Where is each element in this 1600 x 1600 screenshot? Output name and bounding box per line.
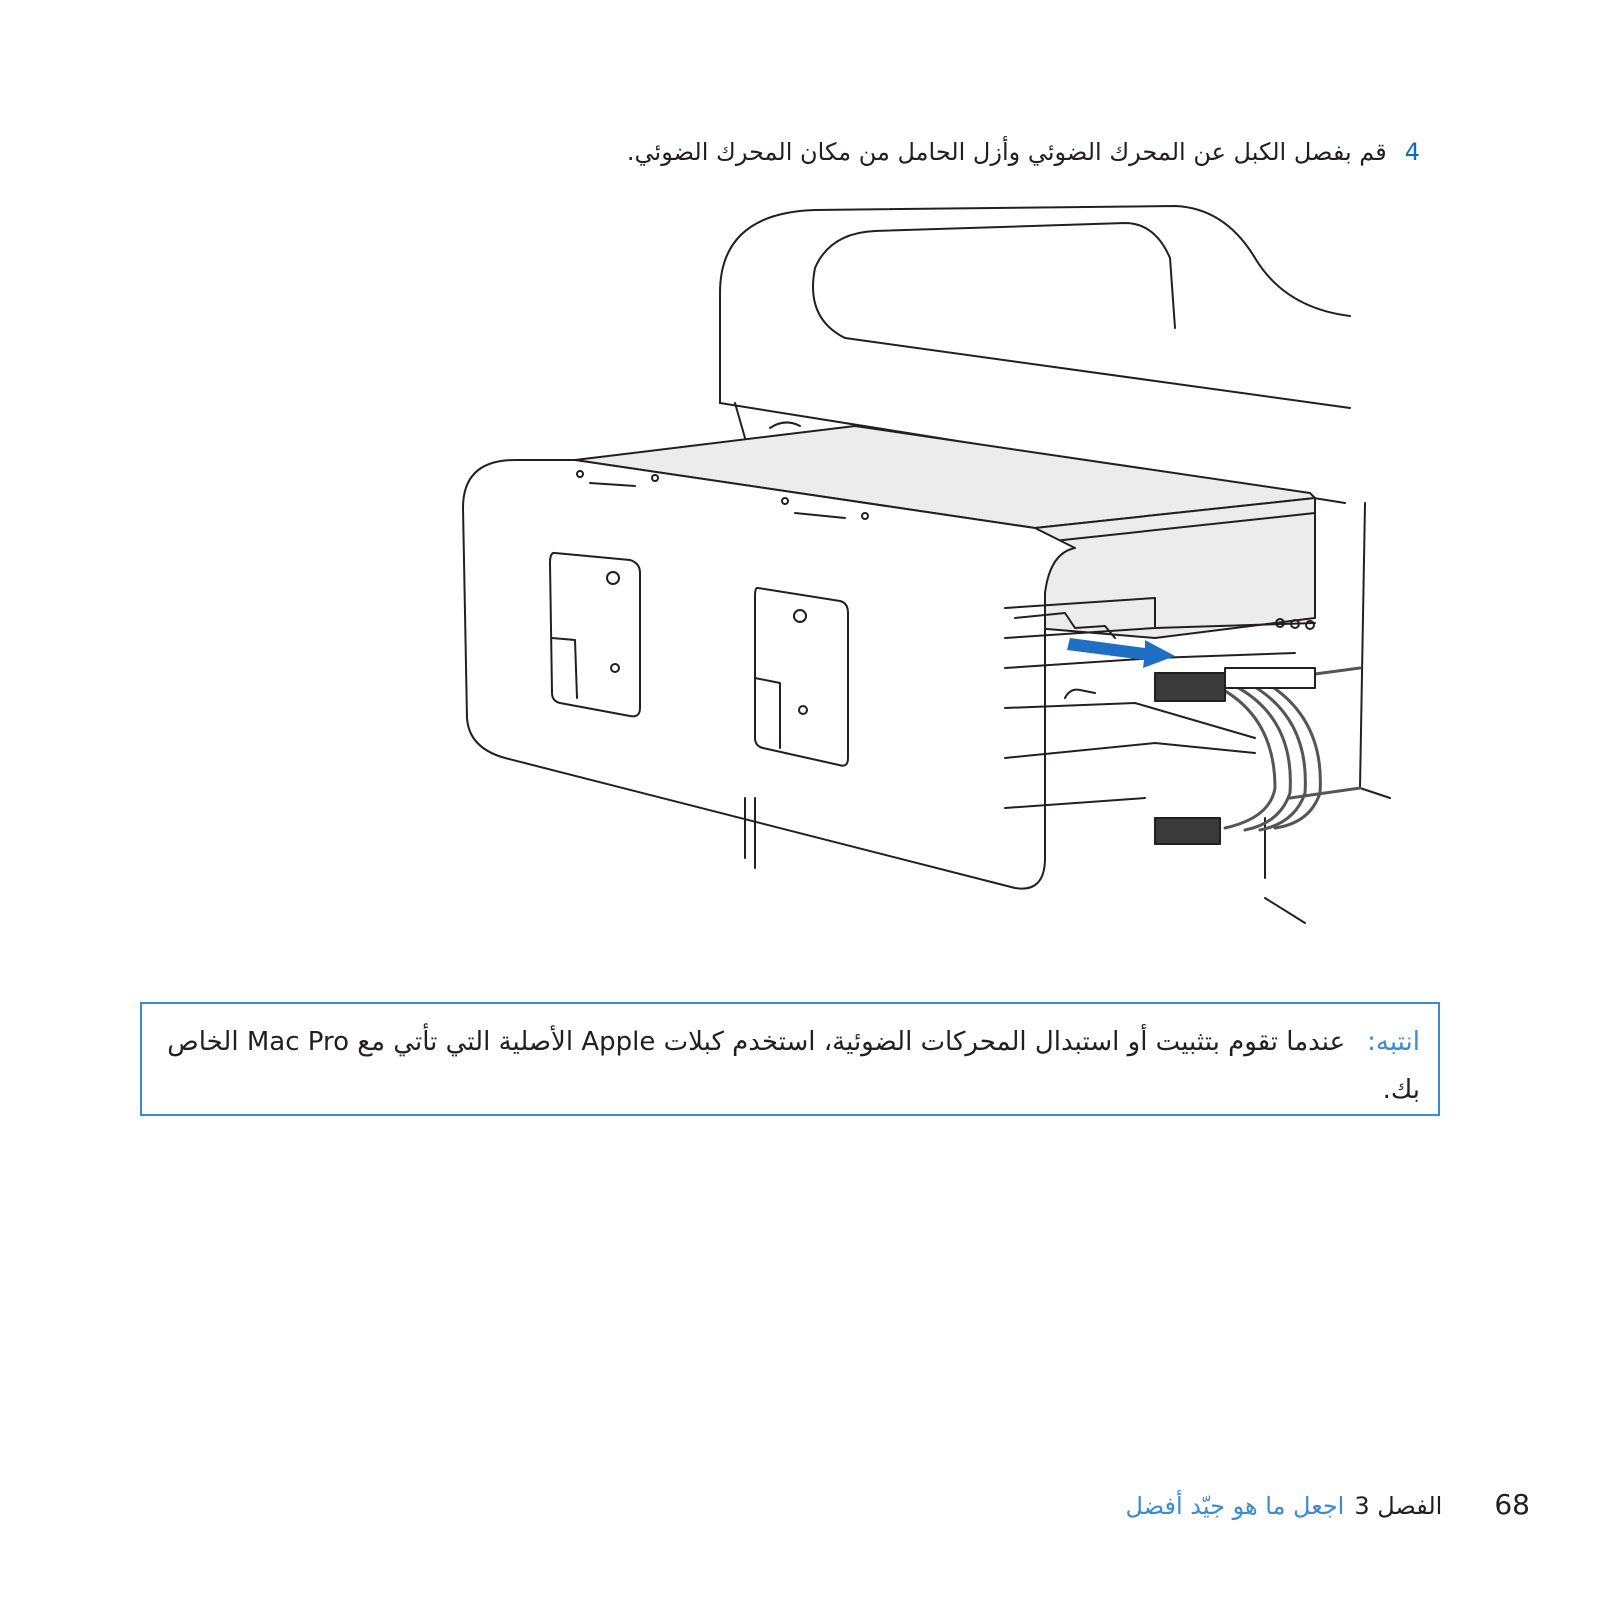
handle-rail: [845, 338, 1350, 408]
chapter-title-link[interactable]: اجعل ما هو جيّد أفضل: [1125, 1492, 1345, 1520]
note-label: انتبه:: [1367, 1027, 1420, 1057]
case-right-edge: [1360, 503, 1390, 798]
step-instruction: [520, 132, 1420, 172]
caution-note: [140, 1002, 1440, 1116]
illustration-svg: [455, 198, 1400, 958]
step-number: 4: [1404, 138, 1420, 166]
cable-connector-bottom: [1155, 818, 1220, 844]
chapter-label: الفصل 3: [1354, 1492, 1443, 1520]
note-text: عندما تقوم بتثبيت أو استبدال المحركات الضوئية، استخدم كبلات Apple الأصلية التي تأتي مع Mac Pro الخاص بك.: [167, 1027, 1420, 1105]
step-text: قم بفصل الكبل عن المحرك الضوئي وأزل الحامل من مكان المحرك الضوئي.: [626, 138, 1387, 166]
carrier-front-plate: [463, 460, 1075, 889]
optical-drive-removal-illustration: [455, 198, 1400, 958]
page-number: 68: [1494, 1488, 1530, 1521]
page-footer: [1126, 1488, 1530, 1521]
cable-connector-top: [1155, 673, 1225, 701]
handle-inner: [813, 223, 1175, 338]
